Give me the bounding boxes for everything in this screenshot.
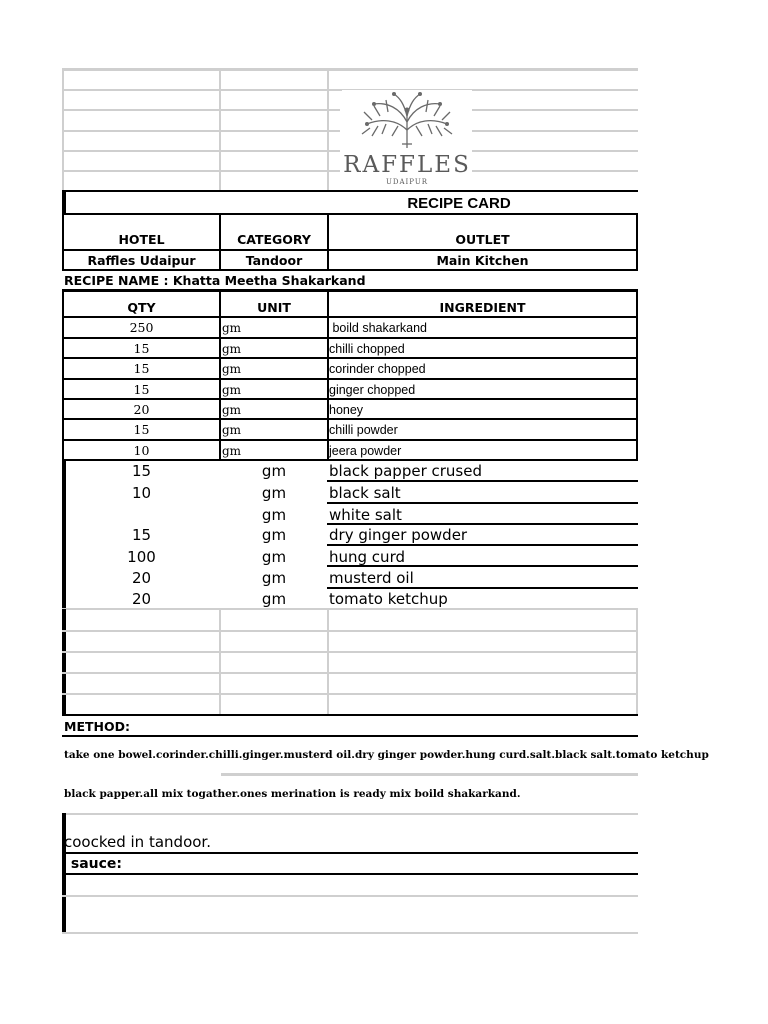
ingredient-qty: 250 xyxy=(129,320,154,335)
ingredient-qty: 15 xyxy=(133,361,150,376)
method-text-line-1: take one bowel.corinder.chilli.ginger.musterd oil.dry ginger powder.hung curd.salt.black salt.tomato ketchup xyxy=(64,749,709,761)
ingredient-unit: gm xyxy=(222,341,242,356)
ingredient-unit: gm xyxy=(222,443,242,458)
outlet-value: Main Kitchen xyxy=(436,252,529,268)
ingredient-qty: 10 xyxy=(131,483,152,502)
hotel-value: Raffles Udaipur xyxy=(87,252,196,268)
ingredient-qty: 15 xyxy=(133,382,150,397)
ingredient-name: ginger chopped xyxy=(329,382,416,397)
ingredient-qty: 15 xyxy=(133,422,150,437)
ingredient-qty xyxy=(64,504,219,525)
ingredient-qty: 100 xyxy=(127,547,156,566)
ingredient-qty: 15 xyxy=(131,461,152,480)
ingredient-unit: gm xyxy=(222,402,242,417)
ingredient-unit: gm xyxy=(222,361,242,376)
ingredient-header: INGREDIENT xyxy=(439,299,526,315)
ingredient-name: jeera powder xyxy=(329,443,402,458)
ingredient-qty: 20 xyxy=(133,402,150,417)
ingredient-unit: gm xyxy=(261,505,287,524)
sauce-label: sauce: xyxy=(66,855,123,872)
logo-brand: RAFFLES xyxy=(343,152,471,178)
ingredient-unit: gm xyxy=(261,589,287,608)
ingredient-name: black papper crused xyxy=(329,461,482,480)
ingredient-name: white salt xyxy=(329,505,402,524)
method-label: METHOD: xyxy=(64,718,130,734)
ingredient-unit: gm xyxy=(222,320,242,335)
recipe-name: RECIPE NAME : Khatta Meetha Shakarkand xyxy=(64,272,366,288)
ingredient-qty: 15 xyxy=(131,525,152,544)
outlet-label: OUTLET xyxy=(455,231,510,247)
ingredient-name: boild shakarkand xyxy=(329,320,427,335)
ingredient-unit: gm xyxy=(261,483,287,502)
ingredient-qty: 10 xyxy=(133,443,150,458)
ingredient-name: tomato ketchup xyxy=(329,589,448,608)
ingredient-name: hung curd xyxy=(329,547,405,566)
ingredient-name: corinder chopped xyxy=(329,361,426,376)
qty-header: QTY xyxy=(127,299,156,315)
ingredient-unit: gm xyxy=(222,422,242,437)
method-text-line-3: coocked in tandoor. xyxy=(64,833,211,851)
category-value: Tandoor xyxy=(245,252,303,268)
unit-header: UNIT xyxy=(257,299,291,315)
hotel-label: HOTEL xyxy=(118,231,165,247)
hotel-logo xyxy=(342,90,472,190)
logo-location: UDAIPUR xyxy=(385,178,429,186)
recipe-card-title: RECIPE CARD xyxy=(407,194,511,212)
ingredient-name: musterd oil xyxy=(329,568,414,587)
ingredient-unit: gm xyxy=(222,382,242,397)
ingredient-name: black salt xyxy=(329,483,401,502)
category-label: CATEGORY xyxy=(237,231,311,247)
ingredient-name: dry ginger powder xyxy=(329,525,468,544)
ingredient-qty: 20 xyxy=(131,568,152,587)
ingredient-qty: 15 xyxy=(133,341,150,356)
ingredient-unit: gm xyxy=(261,525,287,544)
ingredient-unit: gm xyxy=(261,547,287,566)
ingredient-name: chilli powder xyxy=(329,422,398,437)
ingredient-unit: gm xyxy=(261,461,287,480)
ingredient-unit: gm xyxy=(261,568,287,587)
method-text-line-2: black papper.all mix togather.ones merination is ready mix boild shakarkand. xyxy=(64,788,521,800)
raffles-tree-emblem-icon xyxy=(342,90,472,150)
ingredient-name: honey xyxy=(329,402,364,417)
ingredient-name: chilli chopped xyxy=(329,341,405,356)
ingredient-qty: 20 xyxy=(131,589,152,608)
